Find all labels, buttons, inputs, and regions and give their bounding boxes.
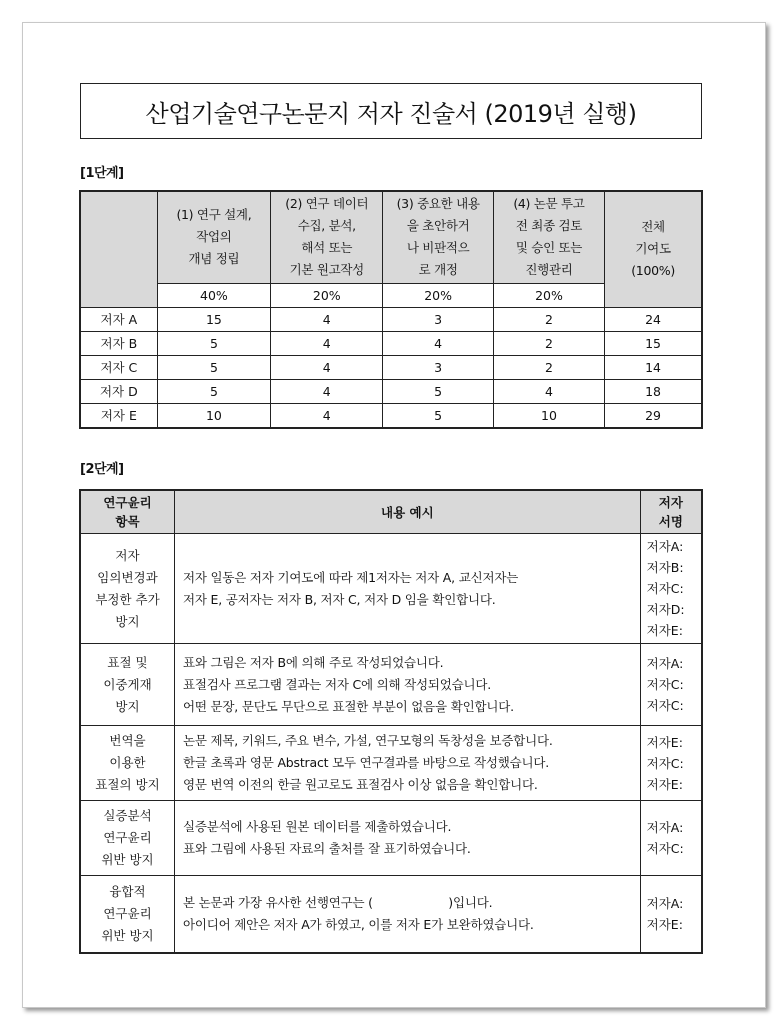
value-cell: 4: [271, 331, 383, 355]
value-cell: 4: [493, 379, 604, 403]
ethics-item: 융합적 연구윤리 위반 방지: [80, 876, 175, 953]
ethics-item: 번역을 이용한 표절의 방지: [80, 726, 175, 801]
value-cell: 10: [493, 403, 604, 428]
weight-cell-1: 40%: [157, 283, 270, 307]
ethics-content: 논문 제목, 키워드, 주요 변수, 가설, 연구모형의 독창성을 보증합니다. 한글 초록과 영문 Abstract 모두 연구결과를 바탕으로 작성했습니다. 영문 번역 이전의 한글 원고로도 표절검사 이상 없음을 확인합니다.: [175, 726, 641, 801]
value-cell: 10: [157, 403, 270, 428]
signature-cell[interactable]: 저자A: 저자B: 저자C: 저자D: 저자E:: [640, 534, 702, 644]
table-row: [80, 534, 702, 644]
ethics-item: 표절 및 이중게재 방지: [80, 644, 175, 726]
value-cell: 5: [157, 331, 270, 355]
value-cell: 15: [157, 307, 270, 331]
table-row: [80, 307, 702, 331]
table-row: [80, 644, 702, 726]
ethics-table: [79, 489, 703, 954]
weight-cell-4: 20%: [493, 283, 604, 307]
ethics-content: 표와 그림은 저자 B에 의해 주로 작성되었습니다. 표절검사 프로그램 결과는 저자 C에 의해 작성되었습니다. 어떤 문장, 문단도 무단으로 표절한 부분이 없음을 확인합니다.: [175, 644, 641, 726]
table-row: [80, 801, 702, 876]
author-cell: 저자 A: [80, 307, 157, 331]
author-cell: 저자 D: [80, 379, 157, 403]
table-row: [80, 355, 702, 379]
author-cell: 저자 E: [80, 403, 157, 428]
total-cell: 15: [605, 331, 702, 355]
step1-label: [1단계]: [80, 166, 124, 181]
table-row: [80, 331, 702, 355]
col-header-2: (2) 연구 데이터 수집, 분석, 해석 또는 기본 원고작성: [271, 191, 383, 283]
value-cell: 4: [271, 307, 383, 331]
value-cell: 2: [493, 331, 604, 355]
total-header: 전체 기여도 (100%): [605, 191, 702, 307]
document-title: 산업기술연구논문지 저자 진술서 (2019년 실행): [80, 83, 702, 139]
contribution-table: [79, 190, 703, 429]
signature-cell[interactable]: 저자A: 저자C: 저자C:: [640, 644, 702, 726]
total-cell: 18: [605, 379, 702, 403]
value-cell: 5: [157, 355, 270, 379]
item-header: 연구윤리 항목: [80, 490, 175, 534]
value-cell: 4: [271, 355, 383, 379]
ethics-content: 본 논문과 가장 유사한 선행연구는 ( )입니다. 아이디어 제안은 저자 A가 하였고, 이를 저자 E가 보완하였습니다.: [175, 876, 641, 953]
weight-cell-3: 20%: [383, 283, 493, 307]
ethics-content: 저자 일동은 저자 기여도에 따라 제1저자는 저자 A, 교신저자는 저자 E, 공저자는 저자 B, 저자 C, 저자 D 임을 확인합니다.: [175, 534, 641, 644]
table-row: [80, 379, 702, 403]
total-cell: 29: [605, 403, 702, 428]
content-header: 내용 예시: [175, 490, 641, 534]
value-cell: 3: [383, 355, 493, 379]
value-cell: 2: [493, 307, 604, 331]
ethics-item: 저자 임의변경과 부정한 추가 방지: [80, 534, 175, 644]
signature-cell[interactable]: 저자A: 저자E:: [640, 876, 702, 953]
ethics-item: 실증분석 연구윤리 위반 방지: [80, 801, 175, 876]
col-header-3: (3) 중요한 내용 을 초안하거 나 비판적으 로 개정: [383, 191, 493, 283]
value-cell: 5: [383, 379, 493, 403]
value-cell: 5: [157, 379, 270, 403]
value-cell: 5: [383, 403, 493, 428]
author-cell: 저자 B: [80, 331, 157, 355]
value-cell: 2: [493, 355, 604, 379]
signature-cell[interactable]: 저자E: 저자C: 저자E:: [640, 726, 702, 801]
value-cell: 4: [383, 331, 493, 355]
table-row: [80, 403, 702, 428]
table-row: [80, 726, 702, 801]
total-cell: 14: [605, 355, 702, 379]
table-row: [80, 876, 702, 953]
total-cell: 24: [605, 307, 702, 331]
blank-corner-cell: [80, 191, 157, 307]
value-cell: 3: [383, 307, 493, 331]
step2-label: [2단계]: [80, 462, 124, 477]
col-header-1: (1) 연구 설계, 작업의 개념 정립: [157, 191, 270, 283]
value-cell: 4: [271, 379, 383, 403]
signature-cell[interactable]: 저자A: 저자C:: [640, 801, 702, 876]
sign-header: 저자 서명: [640, 490, 702, 534]
value-cell: 4: [271, 403, 383, 428]
col-header-4: (4) 논문 투고 전 최종 검토 및 승인 또는 진행관리: [493, 191, 604, 283]
author-cell: 저자 C: [80, 355, 157, 379]
weight-cell-2: 20%: [271, 283, 383, 307]
ethics-content: 실증분석에 사용된 원본 데이터를 제출하였습니다. 표와 그림에 사용된 자료의 출처를 잘 표기하였습니다.: [175, 801, 641, 876]
